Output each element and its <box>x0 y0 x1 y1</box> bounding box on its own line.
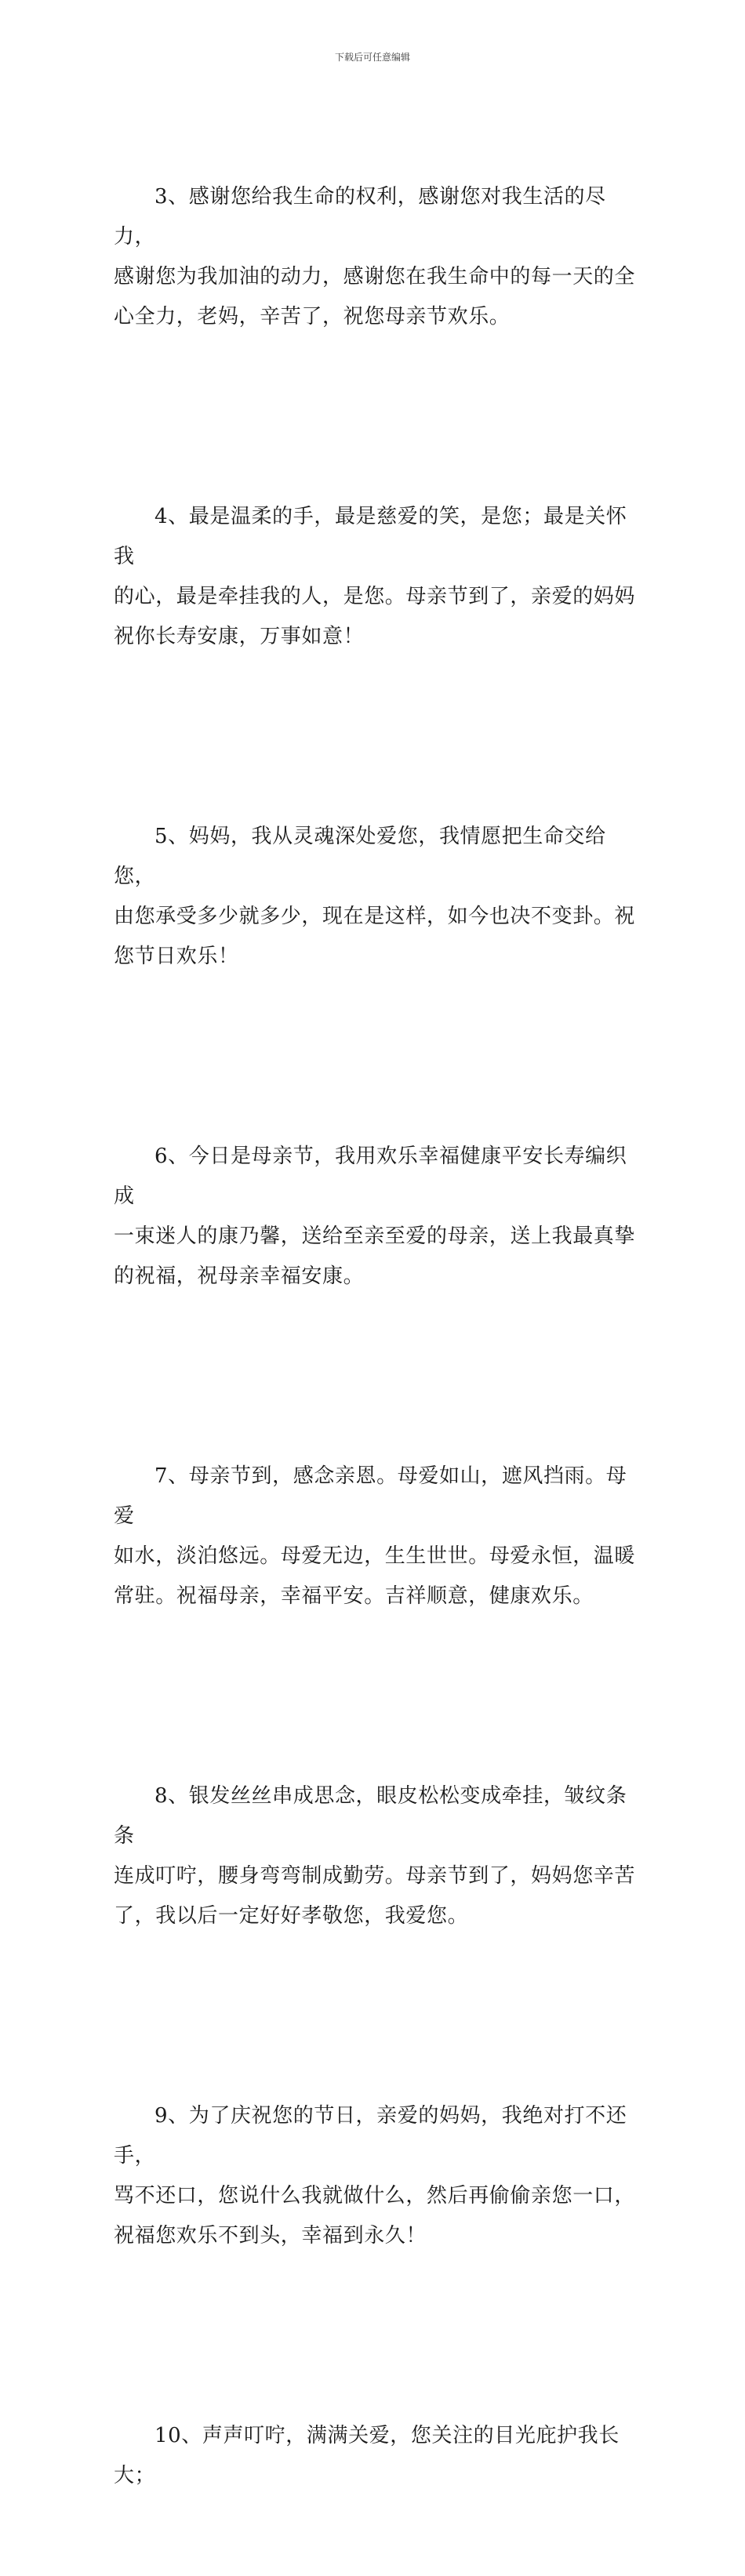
paragraph-line: 您节日欢乐！ <box>114 945 239 968</box>
paragraph-5 <box>114 737 645 1057</box>
paragraph-7 <box>114 1377 645 1696</box>
paragraph-line: 4、最是温柔的手，最是慈爱的笑，是您；最是关怀我 <box>114 505 627 568</box>
document-body <box>114 97 645 2576</box>
paragraph-9 <box>114 2016 645 2336</box>
paragraph-line: 的祝福，祝母亲幸福安康。 <box>114 1264 365 1288</box>
paragraph-line: 感谢您为我加油的动力，感谢您在我生命中的每一天的全 <box>114 265 636 288</box>
paragraph-line: 的心，最是牵挂我的人，是您。母亲节到了，亲爱的妈妈 <box>114 585 636 608</box>
paragraph-line: 3、感谢您给我生命的权利，感谢您对我生活的尽力， <box>114 185 606 249</box>
paragraph-line: 6、今日是母亲节，我用欢乐幸福健康平安长寿编织成 <box>114 1145 627 1208</box>
page-header: 下载后可任意编辑 <box>334 52 410 63</box>
paragraph-line: 由您承受多少就多少，现在是这样，如今也决不变卦。祝 <box>114 905 636 928</box>
paragraph-line: 心全力，老妈，辛苦了，祝您母亲节欢乐。 <box>114 305 511 328</box>
paragraph-line: 一束迷人的康乃馨，送给至亲至爱的母亲，送上我最真挚 <box>114 1225 636 1248</box>
paragraph-line: 如水，淡泊悠远。母爱无边，生生世世。母爱永恒，温暖 <box>114 1544 636 1568</box>
paragraph-line: 9、为了庆祝您的节日，亲爱的妈妈，我绝对打不还手， <box>114 2104 627 2168</box>
paragraph-10 <box>114 2336 645 2576</box>
paragraph-line: 祝福您欢乐不到头，幸福到永久！ <box>114 2224 427 2248</box>
paragraph-line: 连成叮咛，腰身弯弯制成勤劳。母亲节到了，妈妈您辛苦 <box>114 1864 636 1888</box>
paragraph-3 <box>114 97 645 417</box>
paragraph-line: 7、母亲节到，感念亲恩。母爱如山，遮风挡雨。母爱 <box>114 1464 627 1528</box>
paragraph-line: 了，我以后一定好好孝敬您，我爱您。 <box>114 1904 469 1928</box>
paragraph-line: 骂不还口，您说什么我就做什么，然后再偷偷亲您一口， <box>114 2184 636 2208</box>
paragraph-8 <box>114 1696 645 2016</box>
paragraph-line: 5、妈妈，我从灵魂深处爱您，我情愿把生命交给您， <box>114 825 606 888</box>
paragraph-line: 祝你长寿安康，万事如意！ <box>114 625 365 648</box>
paragraph-6 <box>114 1057 645 1377</box>
paragraph-line: 常驻。祝福母亲，幸福平安。吉祥顺意，健康欢乐。 <box>114 1584 594 1608</box>
paragraph-line: 10、声声叮咛，满满关爱，您关注的目光庇护我长大； <box>114 2424 620 2487</box>
paragraph-4 <box>114 417 645 737</box>
paragraph-line: 8、银发丝丝串成思念，眼皮松松变成牵挂，皱纹条条 <box>114 1784 627 1848</box>
